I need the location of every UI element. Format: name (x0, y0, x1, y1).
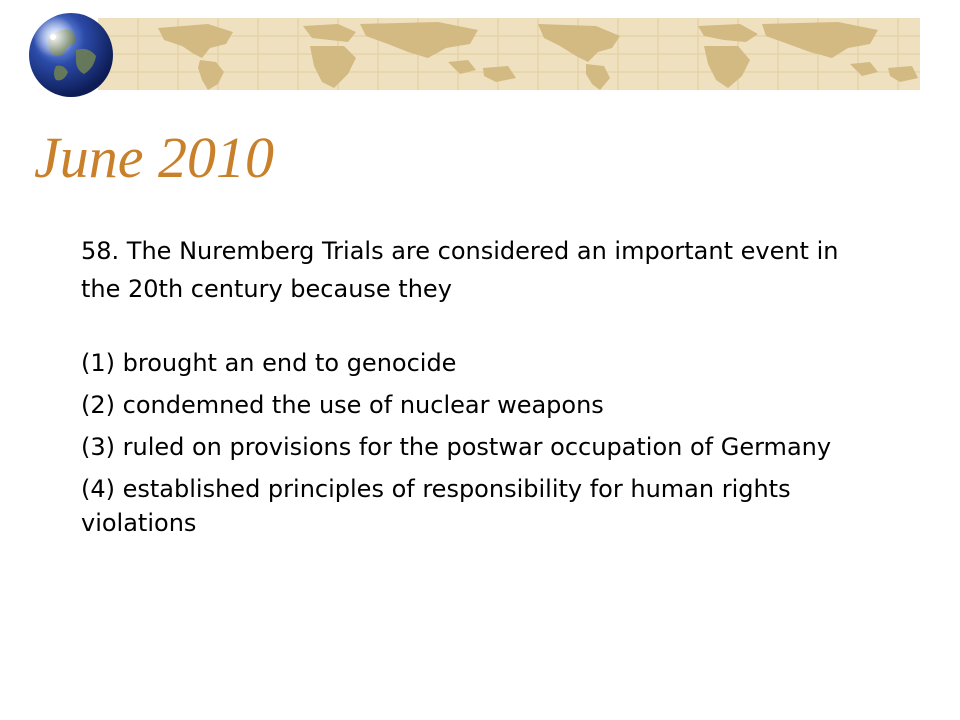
question-text: 58. The Nuremberg Trials are considered an important event in the 20th century because they (81, 237, 839, 303)
answer-options (81, 346, 871, 540)
world-map-graphic (98, 18, 920, 90)
world-map-banner (98, 18, 920, 90)
answer-option: (4) established principles of responsibility for human rights violations (81, 475, 791, 537)
answer-option: (2) condemned the use of nuclear weapons (81, 391, 604, 419)
answer-option: (1) brought an end to genocide (81, 349, 457, 377)
answer-option: (3) ruled on provisions for the postwar occupation of Germany (81, 433, 832, 461)
globe-icon (26, 10, 116, 100)
slide-title: June 2010 (34, 125, 274, 190)
slide-body (81, 232, 871, 548)
